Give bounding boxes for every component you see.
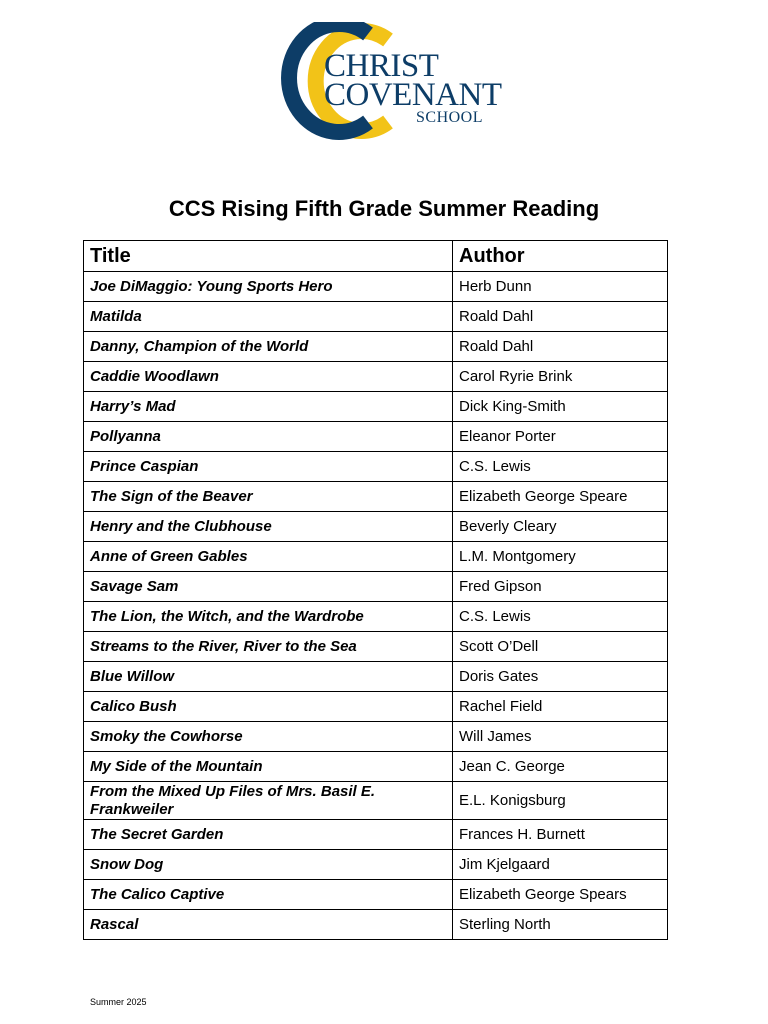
book-author-cell: Elizabeth George Speare bbox=[453, 482, 668, 512]
book-title-cell: Matilda bbox=[84, 302, 453, 332]
table-row bbox=[84, 662, 668, 692]
book-author-cell: Will James bbox=[453, 722, 668, 752]
book-title-cell: Harry’s Mad bbox=[84, 392, 453, 422]
book-title-cell: Streams to the River, River to the Sea bbox=[84, 632, 453, 662]
book-title-cell: Snow Dog bbox=[84, 850, 453, 880]
book-author-cell: E.L. Konigsburg bbox=[453, 782, 668, 820]
table-row bbox=[84, 512, 668, 542]
table-row bbox=[84, 910, 668, 940]
logo-wordmark bbox=[324, 50, 501, 126]
book-author-cell: Herb Dunn bbox=[453, 272, 668, 302]
book-author-cell: Sterling North bbox=[453, 910, 668, 940]
table-row bbox=[84, 572, 668, 602]
logo-line-christ: CHRIST bbox=[324, 48, 439, 84]
book-title-cell: My Side of the Mountain bbox=[84, 752, 453, 782]
book-title-cell: Blue Willow bbox=[84, 662, 453, 692]
book-author-cell: Jim Kjelgaard bbox=[453, 850, 668, 880]
book-title-cell: Danny, Champion of the World bbox=[84, 332, 453, 362]
table-row bbox=[84, 602, 668, 632]
book-author-cell: Doris Gates bbox=[453, 662, 668, 692]
book-author-cell: Fred Gipson bbox=[453, 572, 668, 602]
book-author-cell: Rachel Field bbox=[453, 692, 668, 722]
table-body bbox=[84, 272, 668, 940]
table-row bbox=[84, 422, 668, 452]
book-author-cell: Eleanor Porter bbox=[453, 422, 668, 452]
book-title-cell: Joe DiMaggio: Young Sports Hero bbox=[84, 272, 453, 302]
book-title-cell: Prince Caspian bbox=[84, 452, 453, 482]
reading-list-table bbox=[83, 240, 668, 940]
book-author-cell: C.S. Lewis bbox=[453, 602, 668, 632]
book-title-cell: The Lion, the Witch, and the Wardrobe bbox=[84, 602, 453, 632]
book-author-cell: Roald Dahl bbox=[453, 332, 668, 362]
logo-line-school: SCHOOL bbox=[416, 109, 484, 126]
book-author-cell: Beverly Cleary bbox=[453, 512, 668, 542]
book-title-cell: The Calico Captive bbox=[84, 880, 453, 910]
table-row bbox=[84, 880, 668, 910]
logo-line-covenant: COVENANT bbox=[324, 77, 502, 113]
book-title-cell: Smoky the Cowhorse bbox=[84, 722, 453, 752]
table-row bbox=[84, 362, 668, 392]
table-row bbox=[84, 302, 668, 332]
page-title: CCS Rising Fifth Grade Summer Reading bbox=[168, 196, 600, 221]
book-author-cell: Scott O’Dell bbox=[453, 632, 668, 662]
table-row bbox=[84, 722, 668, 752]
book-title-cell: Anne of Green Gables bbox=[84, 542, 453, 572]
column-header-title: Title bbox=[84, 241, 453, 272]
column-header-author: Author bbox=[453, 241, 668, 272]
book-author-cell: Jean C. George bbox=[453, 752, 668, 782]
book-author-cell: C.S. Lewis bbox=[453, 452, 668, 482]
school-logo bbox=[276, 22, 502, 142]
book-author-cell: L.M. Montgomery bbox=[453, 542, 668, 572]
table-row bbox=[84, 820, 668, 850]
table-row bbox=[84, 632, 668, 662]
book-author-cell: Carol Ryrie Brink bbox=[453, 362, 668, 392]
book-title-cell: Henry and the Clubhouse bbox=[84, 512, 453, 542]
table-row bbox=[84, 542, 668, 572]
book-author-cell: Roald Dahl bbox=[453, 302, 668, 332]
table-row bbox=[84, 332, 668, 362]
book-title-cell: Caddie Woodlawn bbox=[84, 362, 453, 392]
table-row bbox=[84, 452, 668, 482]
book-author-cell: Dick King-Smith bbox=[453, 392, 668, 422]
footer-date: Summer 2025 bbox=[90, 997, 147, 1007]
table-row bbox=[84, 752, 668, 782]
book-title-cell: Rascal bbox=[84, 910, 453, 940]
table-row bbox=[84, 482, 668, 512]
table-row bbox=[84, 850, 668, 880]
book-author-cell: Elizabeth George Spears bbox=[453, 880, 668, 910]
book-title-cell: From the Mixed Up Files of Mrs. Basil E. Frankweiler bbox=[84, 782, 453, 820]
table-row bbox=[84, 692, 668, 722]
book-author-cell: Frances H. Burnett bbox=[453, 820, 668, 850]
book-title-cell: Pollyanna bbox=[84, 422, 453, 452]
table-header-row bbox=[84, 241, 668, 272]
table-row bbox=[84, 272, 668, 302]
table-row bbox=[84, 782, 668, 820]
book-title-cell: The Secret Garden bbox=[84, 820, 453, 850]
book-title-cell: Calico Bush bbox=[84, 692, 453, 722]
table-row bbox=[84, 392, 668, 422]
book-title-cell: The Sign of the Beaver bbox=[84, 482, 453, 512]
book-title-cell: Savage Sam bbox=[84, 572, 453, 602]
